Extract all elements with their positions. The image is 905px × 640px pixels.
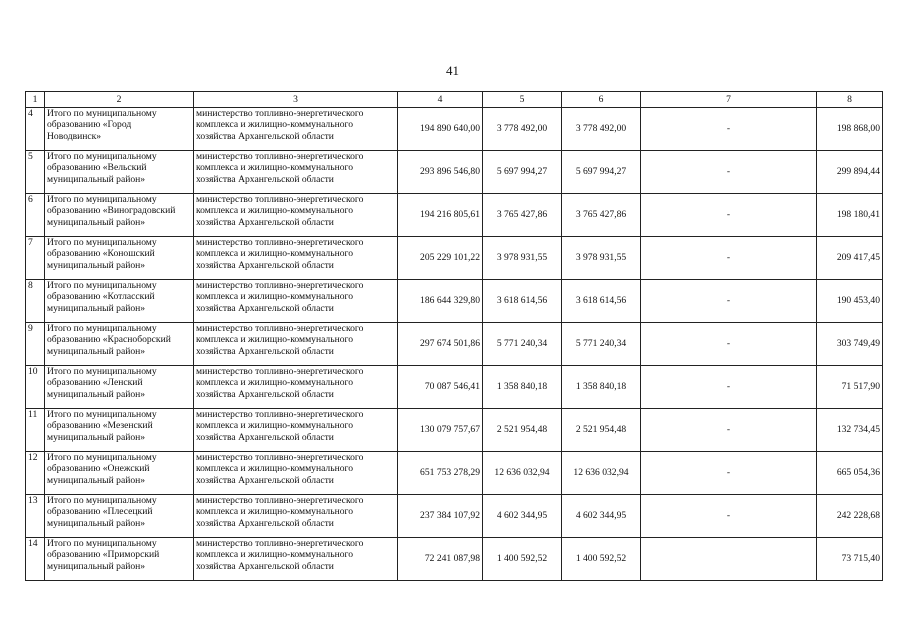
- ministry-name: министерство топливно-энергетического комплекса и жилищно-коммунального хозяйства Архангельской области: [194, 495, 398, 538]
- table-row: [26, 151, 883, 194]
- amount-col-4: 70 087 546,41: [398, 366, 483, 409]
- amount-col-8: 209 417,45: [817, 237, 883, 280]
- amount-col-4: 651 753 278,29: [398, 452, 483, 495]
- column-header-5: 5: [483, 92, 562, 108]
- ministry-name: министерство топливно-энергетического комплекса и жилищно-коммунального хозяйства Архангельской области: [194, 280, 398, 323]
- amount-col-7: -: [641, 366, 817, 409]
- amount-col-4: 205 229 101,22: [398, 237, 483, 280]
- row-number: 14: [26, 538, 45, 581]
- amount-col-6: 5 771 240,34: [562, 323, 641, 366]
- amount-col-8: 73 715,40: [817, 538, 883, 581]
- table-row: [26, 323, 883, 366]
- municipality-name: Итого по муниципальному образованию «Плесецкий муниципальный район»: [45, 495, 194, 538]
- row-number: 7: [26, 237, 45, 280]
- column-header-2: 2: [45, 92, 194, 108]
- amount-col-5: 5 771 240,34: [483, 323, 562, 366]
- ministry-name: министерство топливно-энергетического комплекса и жилищно-коммунального хозяйства Архангельской области: [194, 366, 398, 409]
- column-header-4: 4: [398, 92, 483, 108]
- row-number: 9: [26, 323, 45, 366]
- amount-col-6: 3 978 931,55: [562, 237, 641, 280]
- row-number: 10: [26, 366, 45, 409]
- table-row: [26, 495, 883, 538]
- row-number: 13: [26, 495, 45, 538]
- row-number: 8: [26, 280, 45, 323]
- ministry-name: министерство топливно-энергетического комплекса и жилищно-коммунального хозяйства Архангельской области: [194, 538, 398, 581]
- amount-col-5: 5 697 994,27: [483, 151, 562, 194]
- row-number: 4: [26, 108, 45, 151]
- amount-col-5: 1 358 840,18: [483, 366, 562, 409]
- table-row: [26, 280, 883, 323]
- budget-table: [25, 91, 883, 581]
- municipality-name: Итого по муниципальному образованию «Красноборский муниципальный район»: [45, 323, 194, 366]
- column-header-1: 1: [26, 92, 45, 108]
- amount-col-7: -: [641, 108, 817, 151]
- column-header-8: 8: [817, 92, 883, 108]
- municipality-name: Итого по муниципальному образованию «Мезенский муниципальный район»: [45, 409, 194, 452]
- amount-col-4: 237 384 107,92: [398, 495, 483, 538]
- amount-col-5: 3 765 427,86: [483, 194, 562, 237]
- amount-col-7: -: [641, 495, 817, 538]
- ministry-name: министерство топливно-энергетического комплекса и жилищно-коммунального хозяйства Архангельской области: [194, 452, 398, 495]
- amount-col-8: 132 734,45: [817, 409, 883, 452]
- page-number: 41: [446, 63, 459, 78]
- row-number: 11: [26, 409, 45, 452]
- amount-col-5: 1 400 592,52: [483, 538, 562, 581]
- amount-col-6: 1 358 840,18: [562, 366, 641, 409]
- municipality-name: Итого по муниципальному образованию «Виноградовский муниципальный район»: [45, 194, 194, 237]
- amount-col-7: -: [641, 237, 817, 280]
- municipality-name: Итого по муниципальному образованию «Приморский муниципальный район»: [45, 538, 194, 581]
- amount-col-7: [641, 538, 817, 581]
- municipality-name: Итого по муниципальному образованию «Город Новодвинск»: [45, 108, 194, 151]
- municipality-name: Итого по муниципальному образованию «Ленский муниципальный район»: [45, 366, 194, 409]
- amount-col-4: 72 241 087,98: [398, 538, 483, 581]
- amount-col-8: 242 228,68: [817, 495, 883, 538]
- table-row: [26, 108, 883, 151]
- amount-col-7: -: [641, 280, 817, 323]
- amount-col-6: 3 765 427,86: [562, 194, 641, 237]
- municipality-name: Итого по муниципальному образованию «Онежский муниципальный район»: [45, 452, 194, 495]
- table-row: [26, 409, 883, 452]
- amount-col-7: -: [641, 409, 817, 452]
- amount-col-8: 198 180,41: [817, 194, 883, 237]
- amount-col-5: 3 778 492,00: [483, 108, 562, 151]
- amount-col-8: 303 749,49: [817, 323, 883, 366]
- table-row: [26, 194, 883, 237]
- amount-col-7: -: [641, 151, 817, 194]
- amount-col-7: -: [641, 452, 817, 495]
- amount-col-7: -: [641, 194, 817, 237]
- amount-col-4: 130 079 757,67: [398, 409, 483, 452]
- row-number: 12: [26, 452, 45, 495]
- amount-col-8: 190 453,40: [817, 280, 883, 323]
- amount-col-4: 293 896 546,80: [398, 151, 483, 194]
- column-header-7: 7: [641, 92, 817, 108]
- header-row: [26, 92, 883, 108]
- amount-col-5: 2 521 954,48: [483, 409, 562, 452]
- amount-col-5: 4 602 344,95: [483, 495, 562, 538]
- amount-col-8: 71 517,90: [817, 366, 883, 409]
- amount-col-5: 3 618 614,56: [483, 280, 562, 323]
- table-row: [26, 538, 883, 581]
- ministry-name: министерство топливно-энергетического комплекса и жилищно-коммунального хозяйства Архангельской области: [194, 237, 398, 280]
- table-row: [26, 366, 883, 409]
- amount-col-6: 3 778 492,00: [562, 108, 641, 151]
- amount-col-4: 297 674 501,86: [398, 323, 483, 366]
- amount-col-4: 194 890 640,00: [398, 108, 483, 151]
- amount-col-8: 299 894,44: [817, 151, 883, 194]
- column-header-6: 6: [562, 92, 641, 108]
- amount-col-6: 4 602 344,95: [562, 495, 641, 538]
- amount-col-8: 665 054,36: [817, 452, 883, 495]
- municipality-name: Итого по муниципальному образованию «Котласский муниципальный район»: [45, 280, 194, 323]
- municipality-name: Итого по муниципальному образованию «Вельский муниципальный район»: [45, 151, 194, 194]
- amount-col-6: 3 618 614,56: [562, 280, 641, 323]
- amount-col-6: 2 521 954,48: [562, 409, 641, 452]
- amount-col-6: 1 400 592,52: [562, 538, 641, 581]
- amount-col-5: 12 636 032,94: [483, 452, 562, 495]
- table-body: [26, 108, 883, 581]
- amount-col-6: 5 697 994,27: [562, 151, 641, 194]
- ministry-name: министерство топливно-энергетического комплекса и жилищно-коммунального хозяйства Архангельской области: [194, 323, 398, 366]
- amount-col-7: -: [641, 323, 817, 366]
- municipality-name: Итого по муниципальному образованию «Коношский муниципальный район»: [45, 237, 194, 280]
- ministry-name: министерство топливно-энергетического комплекса и жилищно-коммунального хозяйства Архангельской области: [194, 151, 398, 194]
- row-number: 5: [26, 151, 45, 194]
- column-header-3: 3: [194, 92, 398, 108]
- amount-col-4: 186 644 329,80: [398, 280, 483, 323]
- ministry-name: министерство топливно-энергетического комплекса и жилищно-коммунального хозяйства Архангельской области: [194, 409, 398, 452]
- row-number: 6: [26, 194, 45, 237]
- amount-col-8: 198 868,00: [817, 108, 883, 151]
- ministry-name: министерство топливно-энергетического комплекса и жилищно-коммунального хозяйства Архангельской области: [194, 194, 398, 237]
- amount-col-4: 194 216 805,61: [398, 194, 483, 237]
- amount-col-5: 3 978 931,55: [483, 237, 562, 280]
- amount-col-6: 12 636 032,94: [562, 452, 641, 495]
- ministry-name: министерство топливно-энергетического комплекса и жилищно-коммунального хозяйства Архангельской области: [194, 108, 398, 151]
- table-row: [26, 237, 883, 280]
- table-row: [26, 452, 883, 495]
